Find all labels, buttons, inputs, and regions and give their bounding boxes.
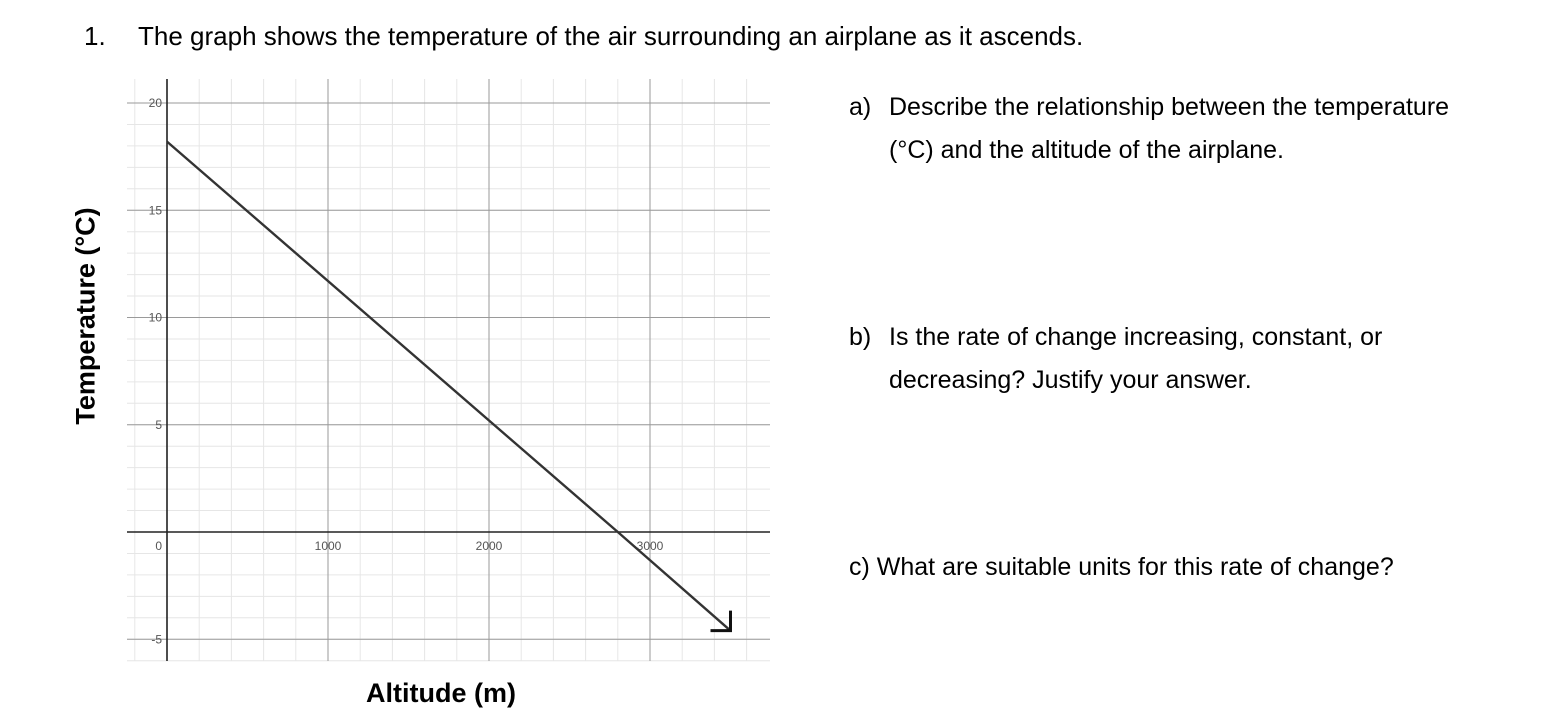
y-tick-label: 10 xyxy=(148,310,162,325)
temperature-line xyxy=(167,142,731,631)
part-b xyxy=(849,316,1382,402)
question-number: 1. xyxy=(84,21,106,51)
part-a-label: a) xyxy=(849,93,872,121)
part-c xyxy=(849,546,1394,589)
data-series xyxy=(167,142,731,631)
minor-gridlines xyxy=(127,79,770,661)
part-c-text: c) What are suitable units for this rate of change? xyxy=(849,553,1394,581)
y-tick-label: 15 xyxy=(148,203,162,218)
part-b-label: b) xyxy=(849,323,872,351)
major-gridlines xyxy=(127,79,770,661)
axes xyxy=(127,79,770,661)
question-prompt: The graph shows the temperature of the air surrounding an airplane as it ascends. xyxy=(138,21,1084,51)
part-b-line1: Is the rate of change increasing, constant, or xyxy=(889,323,1383,351)
tick-labels xyxy=(149,96,664,646)
x-tick-label: 1000 xyxy=(314,539,342,553)
x-tick-label: 3000 xyxy=(636,539,664,553)
part-b-line2: decreasing? Justify your answer. xyxy=(889,366,1252,394)
y-tick-label: 5 xyxy=(155,417,162,432)
part-a xyxy=(849,86,1449,172)
y-tick-label: -5 xyxy=(151,632,162,647)
part-a-line1: Describe the relationship between the temperature xyxy=(889,93,1450,121)
part-a-line2: (°C) and the altitude of the airplane. xyxy=(889,136,1284,164)
x-tick-label: 2000 xyxy=(475,539,503,553)
y-tick-label: 20 xyxy=(148,96,162,110)
x-axis-label: Altitude (m) xyxy=(366,678,516,708)
y-axis-label: Temperature (°C) xyxy=(70,207,101,425)
y-tick-label: 0 xyxy=(155,539,162,553)
temperature-altitude-chart xyxy=(0,0,780,670)
